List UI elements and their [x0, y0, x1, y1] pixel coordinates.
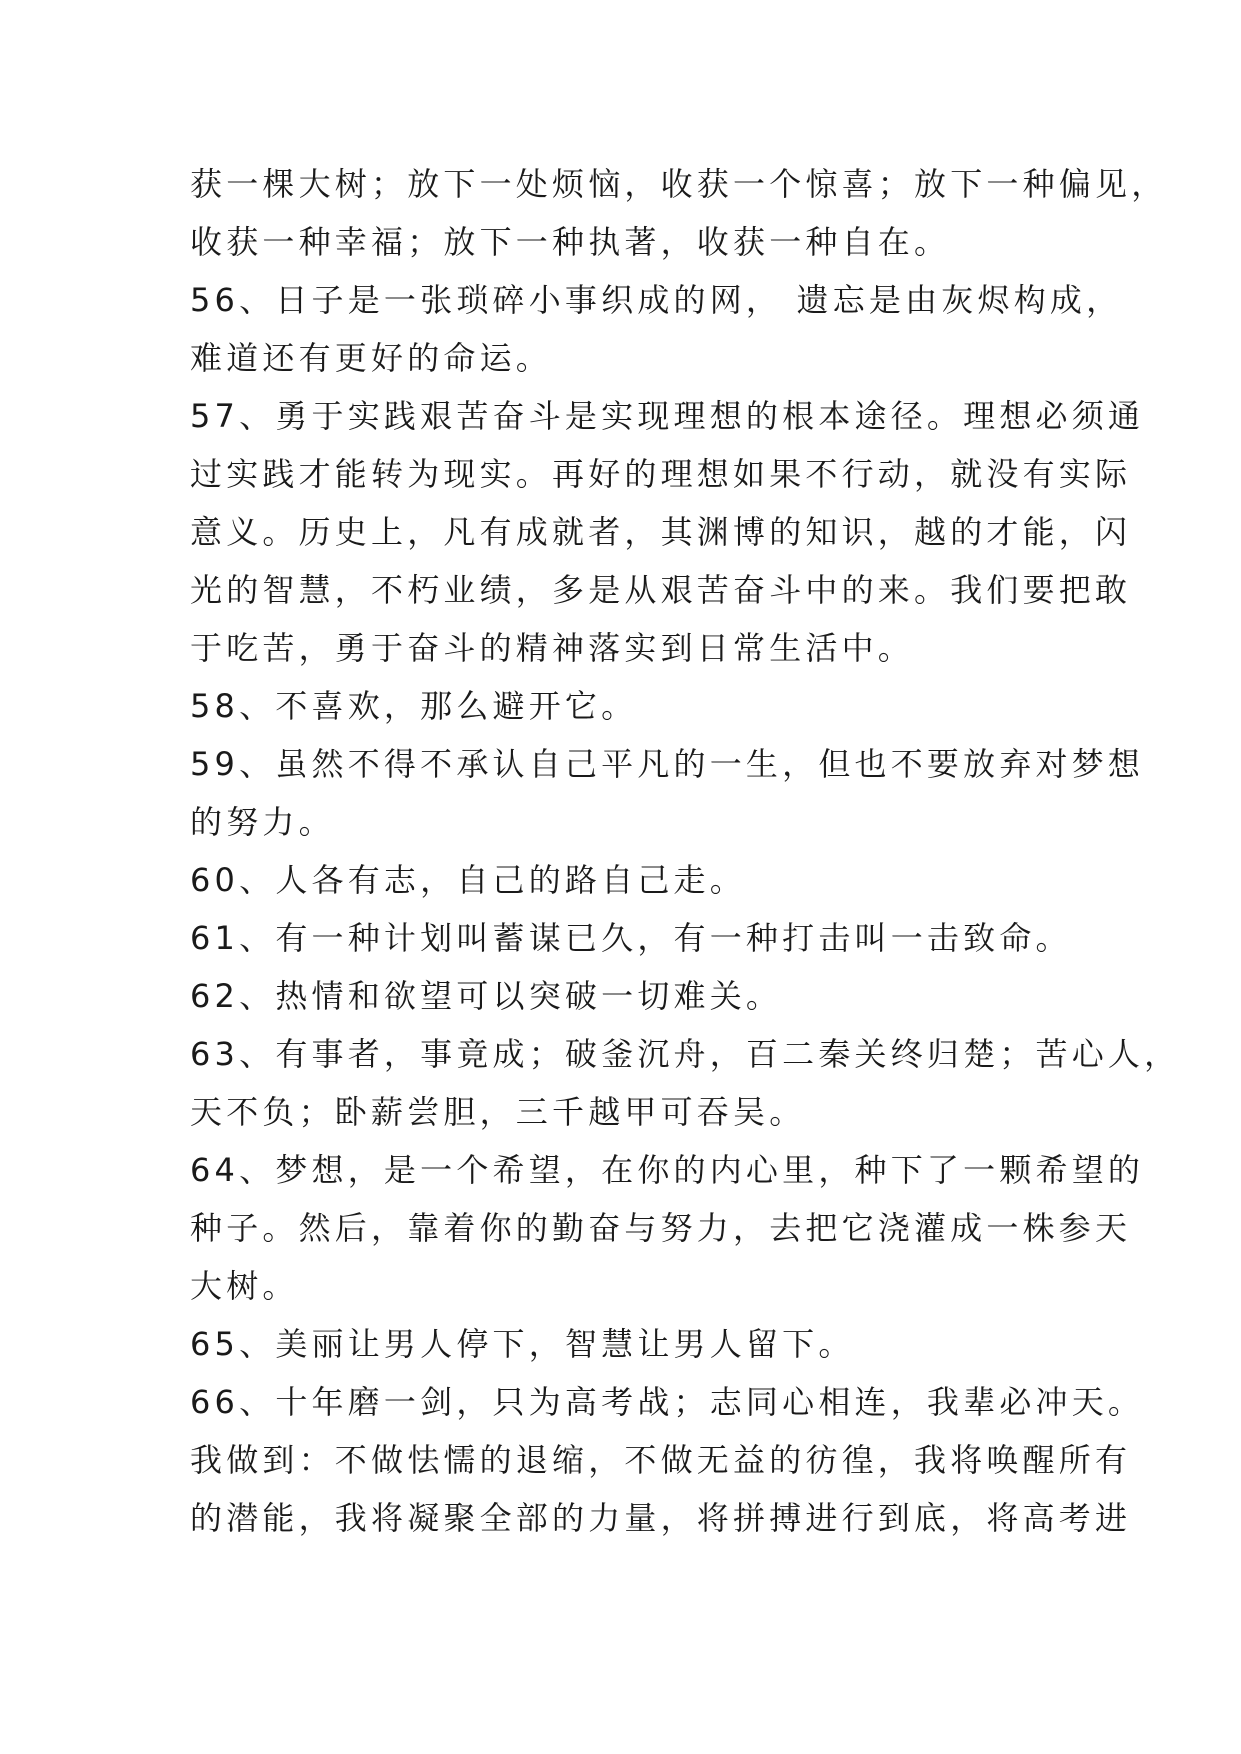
text-line: 58、不喜欢，那么避开它。: [190, 687, 638, 725]
text-line: 种子。然后，靠着你的勤奋与努力，去把它浇灌成一株参天: [190, 1209, 1132, 1247]
text-line: 59、虽然不得不承认自己平凡的一生，但也不要放弃对梦想: [190, 745, 1145, 783]
text-line: 的努力。: [190, 803, 335, 841]
text-line: 天不负；卧薪尝胆，三千越甲可吞吴。: [190, 1093, 806, 1131]
text-line: 获一棵大树；放下一处烦恼，收获一个惊喜；放下一种偏见，: [190, 165, 1168, 203]
text-line: 61、有一种计划叫蓄谋已久，有一种打击叫一击致命。: [190, 919, 1072, 957]
text-line: 我做到：不做怯懦的退缩，不做无益的彷徨，我将唤醒所有: [190, 1441, 1132, 1479]
text-line: 意义。历史上，凡有成就者，其渊博的知识，越的才能，闪: [190, 513, 1132, 551]
text-line: 难道还有更好的命运。: [190, 339, 553, 377]
text-line: 64、梦想，是一个希望，在你的内心里，种下了一颗希望的: [190, 1151, 1145, 1189]
text-line: 57、勇于实践艰苦奋斗是实现理想的根本途径。理想必须通: [190, 397, 1145, 435]
text-line: 63、有事者，事竟成；破釜沉舟，百二秦关终归楚；苦心人，: [190, 1035, 1181, 1073]
text-line: 光的智慧，不朽业绩，多是从艰苦奋斗中的来。我们要把敢: [190, 571, 1132, 609]
text-line: 60、人各有志，自己的路自己走。: [190, 861, 746, 899]
text-line: 收获一种幸福；放下一种执著，收获一种自在。: [190, 223, 951, 261]
text-line: 56、日子是一张琐碎小事织成的网， 遗忘是由灰烬构成，: [190, 281, 1123, 319]
text-line: 65、美丽让男人停下，智慧让男人留下。: [190, 1325, 855, 1363]
text-line: 大树。: [190, 1267, 299, 1305]
text-line: 于吃苦，勇于奋斗的精神落实到日常生活中。: [190, 629, 915, 667]
text-line: 62、热情和欲望可以突破一切难关。: [190, 977, 783, 1015]
text-line: 过实践才能转为现实。再好的理想如果不行动，就没有实际: [190, 455, 1132, 493]
text-line: 的潜能，我将凝聚全部的力量，将拼搏进行到底，将高考进: [190, 1499, 1132, 1537]
body-text: [190, 155, 1181, 1547]
text-line: 66、十年磨一剑，只为高考战；志同心相连，我辈必冲天。: [190, 1383, 1145, 1421]
